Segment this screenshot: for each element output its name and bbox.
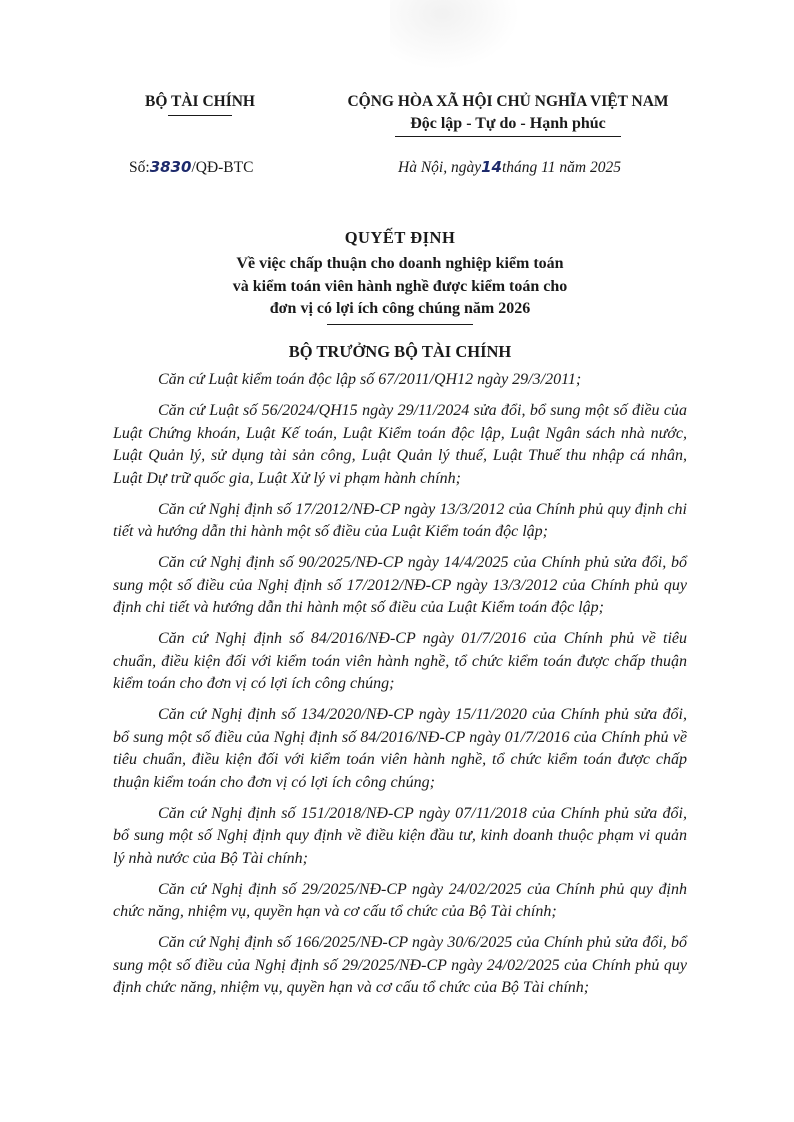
legal-basis-paragraph: Căn cứ Nghị định số 166/2025/NĐ-CP ngày 30/6/2025 của Chính phủ sửa đổi, bổ sung một số điều của Nghị định số 29/2025/NĐ-CP ngày 24/02/2025 của Chính phủ quy định chức năng, nhiệm vụ, quyền hạn và cơ cấu tổ chức của Bộ Tài chính;	[113, 934, 687, 996]
date-before: Hà Nội, ngày	[398, 159, 482, 176]
issuing-agency	[128, 93, 272, 116]
date-after: tháng 11 năm 2025	[501, 159, 621, 176]
decision-subject	[150, 253, 650, 321]
country-name: CỘNG HÒA XÃ HỘI CHỦ NGHĨA VIỆT NAM	[347, 93, 669, 110]
legal-basis-paragraph: Căn cứ Nghị định số 29/2025/NĐ-CP ngày 24/02/2025 của Chính phủ quy định chức năng, nhiệm vụ, quyền hạn và cơ cấu tổ chức của Bộ Tài chính;	[113, 880, 687, 920]
decision-heading: QUYẾT ĐỊNH	[344, 228, 456, 247]
doc-number-suffix: /QĐ-BTC	[191, 159, 254, 176]
national-motto: Độc lập - Tự do - Hạnh phúc	[410, 115, 606, 132]
legal-bases	[113, 369, 687, 1008]
subject-line: và kiểm toán viên hành nghề được kiểm toán cho	[232, 277, 568, 295]
date-line	[398, 158, 621, 177]
legal-basis-paragraph: Căn cứ Luật số 56/2024/QH15 ngày 29/11/2024 sửa đổi, bổ sung một số điều của Luật Chứng khoán, Luật Kế toán, Luật Kiểm toán độc lập, Luật Ngân sách nhà nước, Luật Quản lý, sử dụng tài sản công, Luật Quản lý thuế, Luật Thuế thu nhập cá nhân, Luật Dự trữ quốc gia, Luật Xử lý vi phạm hành chính;	[113, 402, 687, 487]
national-header	[330, 93, 686, 137]
legal-basis-paragraph: Căn cứ Nghị định số 84/2016/NĐ-CP ngày 01/7/2016 của Chính phủ về tiêu chuẩn, điều kiện đối với kiểm toán viên hành nghề, tổ chức kiểm toán được chấp thuận kiểm toán cho đơn vị có lợi ích công chúng;	[113, 630, 687, 692]
agency-underline	[168, 115, 232, 116]
legal-basis-paragraph: Căn cứ Nghị định số 90/2025/NĐ-CP ngày 14/4/2025 của Chính phủ sửa đổi, bổ sung một số điều của Nghị định số 17/2012/NĐ-CP ngày 13/3/2012 của Chính phủ quy định chi tiết và hướng dẫn thi hành một số điều của Luật Kiểm toán độc lập;	[113, 554, 687, 616]
title-underline	[327, 324, 473, 325]
subject-line: Về việc chấp thuận cho doanh nghiệp kiểm toán	[236, 255, 564, 272]
subject-line: đơn vị có lợi ích công chúng năm 2026	[269, 300, 531, 317]
document-number	[129, 158, 253, 177]
decision-title	[150, 228, 650, 325]
legal-basis-paragraph: Căn cứ Luật kiểm toán độc lập số 67/2011/QH12 ngày 29/3/2011;	[158, 371, 582, 388]
motto-underline	[395, 136, 621, 137]
agency-name: BỘ TÀI CHÍNH	[145, 93, 255, 110]
legal-basis-paragraph: Căn cứ Nghị định số 17/2012/NĐ-CP ngày 13/3/2012 của Chính phủ quy định chi tiết và hướng dẫn thi hành một số điều của Luật Kiểm toán độc lập;	[113, 500, 687, 540]
date-day-handwritten: 14	[481, 158, 502, 176]
legal-basis-paragraph: Căn cứ Nghị định số 151/2018/NĐ-CP ngày 07/11/2018 của Chính phủ sửa đổi, bổ sung một số Nghị định quy định về điều kiện đầu tư, kinh doanh thuộc phạm vi quản lý nhà nước của Bộ Tài chính;	[113, 804, 687, 867]
issuing-authority: BỘ TRƯỞNG BỘ TÀI CHÍNH	[288, 342, 512, 361]
doc-number-handwritten: 3830	[149, 158, 192, 176]
legal-basis-paragraph: Căn cứ Nghị định số 134/2020/NĐ-CP ngày 15/11/2020 của Chính phủ sửa đổi, bổ sung một số điều của Nghị định số 84/2016/NĐ-CP ngày 01/7/2016 của Chính phủ về tiêu chuẩn, điều kiện đối với kiểm toán viên hành nghề, tổ chức kiểm toán được chấp thuận kiểm toán cho đơn vị có lợi ích công chúng;	[113, 706, 687, 791]
doc-number-prefix: Số:	[129, 159, 150, 176]
scan-shadow	[390, 0, 520, 70]
